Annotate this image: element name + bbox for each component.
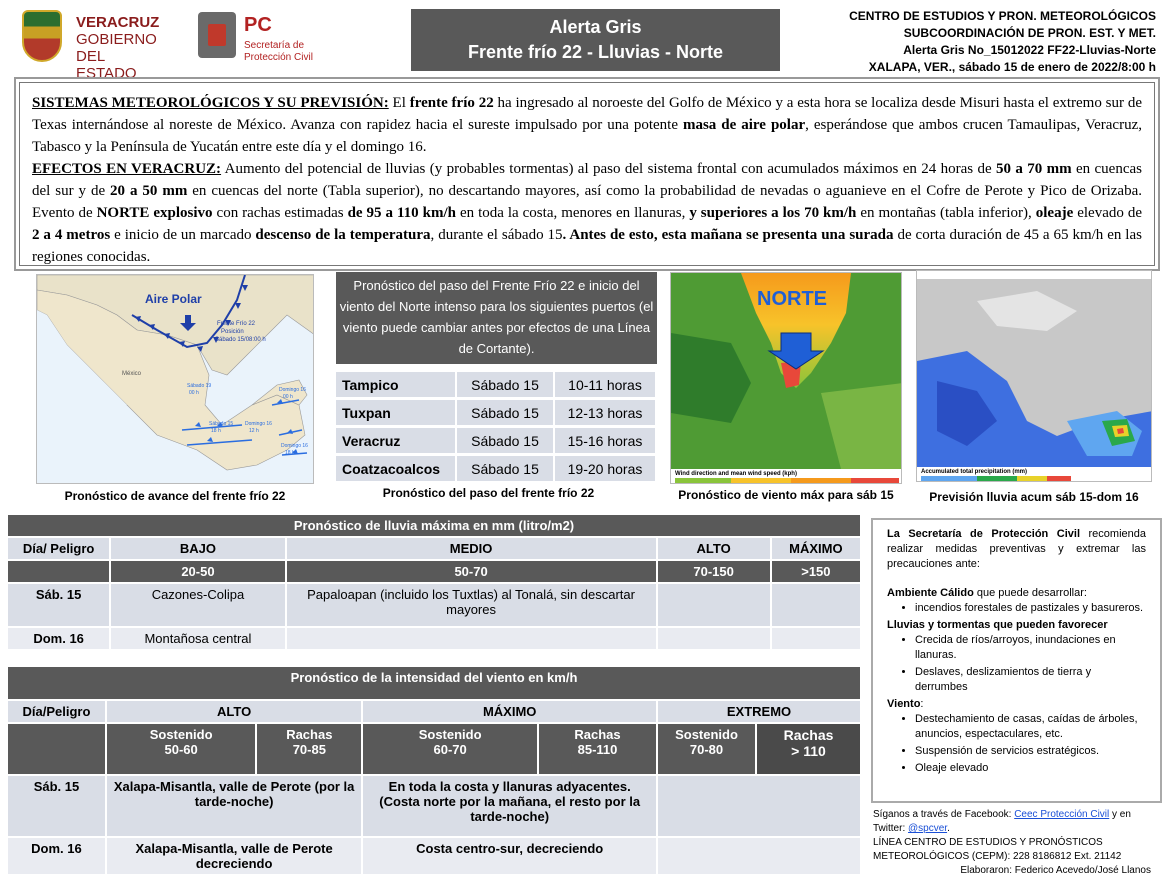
wind-sub-ext-sost: Sostenido 70-80 xyxy=(658,724,755,774)
wind-row-maximo: En toda la costa y llanuras adyacentes. (Costa norte por la mañana, el resto por la tarde-noche) xyxy=(363,776,656,836)
wind-row-extremo xyxy=(658,838,860,874)
veracruz-government-logo xyxy=(20,6,160,82)
port-hours: 15-16 horas xyxy=(555,428,657,453)
list-item: • incendios forestales de pastizales y basureros. xyxy=(915,601,1146,616)
table-row xyxy=(8,628,860,649)
pc-logo-line2: Protección Civil xyxy=(244,52,313,63)
list-item: • Suspensión de servicios estratégicos. xyxy=(915,744,1146,759)
list-item: • Deslaves, deslizamientos de tierra y derrumbes xyxy=(915,665,1146,695)
veracruz-shield-icon xyxy=(22,10,62,62)
wind-sub-alto-rach: Rachas 70-85 xyxy=(257,724,361,774)
list-item: • Oleaje elevado xyxy=(915,761,1146,776)
wind-col-maximo: MÁXIMO xyxy=(363,701,656,722)
alert-title xyxy=(411,9,780,71)
wind-col-alto: ALTO xyxy=(107,701,361,722)
rain-row-medio xyxy=(287,628,656,649)
port-name: Veracruz xyxy=(336,428,457,453)
front-time-label-2: Domingo 16 xyxy=(279,387,306,393)
table-row xyxy=(8,838,860,874)
footer-social: Síganos a través de Facebook: Ceec Protección Civil y en Twitter: @spcver. xyxy=(873,809,1131,834)
gov-logo-line1: VERACRUZ xyxy=(76,14,160,31)
footer-contact: LÍNEA CENTRO DE ESTUDIOS Y PRONÓSTICOS METEOROLÓGICOS (CEPM): 228 8186812 Ext. 21142 xyxy=(873,837,1122,862)
port-day: Sábado 15 xyxy=(457,372,555,397)
rain-row-day: Sáb. 15 xyxy=(8,584,109,626)
alert-title-line1: Alerta Gris xyxy=(549,17,642,37)
port-name: Tampico xyxy=(336,372,457,397)
synopsis-paragraph-2: EFECTOS EN VERACRUZ: Aumento del potencial de lluvias (y probables tormentas) al paso del sistema frontal con acumulados máximos en 24 horas de 50 a 70 mm en cuencas del sur y de 20 a 50 mm en cuencas del norte (Tabla superior), no descartando mayores, así como la probabilidad de nevadas o aguanieve en el Cofre de Perote y Pico de Orizaba. Evento de NORTE explosivo con rachas estimadas de 95 a 110 km/h en toda la costa, menores en llanuras, y superiores a los 70 km/h en montañas (tabla inferior), oleaje elevado de 2 a 4 metros e inicio de un marcado descenso de la temperatura, durante el sábado 15. Antes de esto, esta mañana se presenta una surada de corta duración de 45 a 65 km/h en las regiones conocidas. xyxy=(32,161,1142,265)
country-label: México xyxy=(122,371,142,377)
table-row xyxy=(8,584,860,626)
front-position-label-2: Posición xyxy=(221,329,244,335)
front-advance-map-graphic xyxy=(37,275,314,484)
port-hours: 10-11 horas xyxy=(555,372,657,397)
front-time-label-4: Domingo 16 xyxy=(245,421,272,427)
front-time-label-5: Domingo 16 xyxy=(281,443,308,449)
wind-row-day: Sáb. 15 xyxy=(8,776,105,836)
rain-row-bajo: Montañosa central xyxy=(111,628,284,649)
gov-logo-line3: DEL ESTADO xyxy=(76,48,137,82)
reco-lluvias-list xyxy=(887,633,1146,695)
precipitation-map-graphic xyxy=(917,271,1152,482)
port-day: Sábado 15 xyxy=(457,456,555,481)
front-time-label-3b: 18 h xyxy=(211,428,221,434)
agency-line3: Alerta Gris No_15012022 FF22-Lluvias-Norte xyxy=(903,43,1156,57)
pc-emblem-icon xyxy=(198,12,236,58)
precip-map-caption: Previsión lluvia acum sáb 15-dom 16 xyxy=(929,490,1139,504)
rain-row-alto xyxy=(658,584,770,626)
port-hours: 12-13 horas xyxy=(555,400,657,425)
reco-viento: Viento: xyxy=(887,698,924,710)
air-polar-label: Aire Polar xyxy=(145,292,202,306)
wind-legend-label: Wind direction and mean wind speed (kph) xyxy=(675,471,797,477)
gov-logo-line2: GOBIERNO xyxy=(76,31,157,48)
agency-line2: SUBCOORDINACIÓN DE PRON. EST. Y MET. xyxy=(903,26,1156,40)
rain-forecast-table xyxy=(6,513,862,651)
synopsis-heading-1: SISTEMAS METEOROLÓGICOS Y SU PREVISIÓN: xyxy=(32,95,389,111)
rain-col-bajo: BAJO xyxy=(111,538,284,559)
port-hours: 19-20 horas xyxy=(555,456,657,481)
front-advance-caption: Pronóstico de avance del frente frío 22 xyxy=(64,489,286,503)
wind-row-day: Dom. 16 xyxy=(8,838,105,874)
synopsis-box xyxy=(14,77,1160,271)
reco-lluvias-heading: Lluvias y tormentas que pueden favorecer xyxy=(887,619,1108,631)
rain-range-alto: 70-150 xyxy=(658,561,770,582)
reco-calido: Ambiente Cálido que puede desarrollar: xyxy=(887,587,1087,599)
front-time-label-2b: 00 h xyxy=(283,394,293,400)
precipitation-map xyxy=(916,270,1152,482)
wind-col-day: Día/Peligro xyxy=(8,701,105,722)
port-name: Coatzacoalcos xyxy=(336,456,457,481)
table-row xyxy=(8,776,860,836)
reco-intro: La Secretaría de Protección Civil recomienda realizar medidas preventivas y extremar las precauciones ante: xyxy=(887,528,1146,570)
twitter-link[interactable]: @spcver xyxy=(908,823,948,834)
rain-col-maximo: MÁXIMO xyxy=(772,538,860,559)
wind-row-extremo xyxy=(658,776,860,836)
table-row xyxy=(336,400,657,425)
port-day: Sábado 15 xyxy=(457,400,555,425)
wind-forecast-map-graphic xyxy=(671,273,902,484)
wind-sub-alto-sost: Sostenido 50-60 xyxy=(107,724,255,774)
recommendations-box xyxy=(871,518,1162,803)
wind-sub-max-sost: Sostenido 60-70 xyxy=(363,724,537,774)
reco-viento-list xyxy=(887,712,1146,776)
footer-authors: Elaboraron: Federico Acevedo/José Llanos xyxy=(960,865,1151,876)
wind-forecast-map xyxy=(670,272,902,484)
front-position-label-1: Frente Frío 22 xyxy=(217,321,256,327)
rain-row-maximo xyxy=(772,628,860,649)
port-day: Sábado 15 xyxy=(457,428,555,453)
rain-col-alto: ALTO xyxy=(658,538,770,559)
rain-range-medio: 50-70 xyxy=(287,561,656,582)
wind-table-title: Pronóstico de la intensidad del viento en km/h xyxy=(8,667,860,699)
front-time-label-5b: 18 h xyxy=(285,450,295,456)
wind-map-caption: Pronóstico de viento máx para sáb 15 xyxy=(678,488,894,502)
footer xyxy=(873,808,1163,878)
rain-row-day: Dom. 16 xyxy=(8,628,109,649)
wind-col-extremo: EXTREMO xyxy=(658,701,860,722)
synopsis-heading-2: EFECTOS EN VERACRUZ: xyxy=(32,161,222,177)
front-position-label-3: Sábado 15/08:00 h xyxy=(215,337,266,343)
wind-forecast-table xyxy=(6,665,862,876)
front-time-label-4b: 12 h xyxy=(249,428,259,434)
wind-sub-ext-rach: Rachas > 110 xyxy=(757,724,860,774)
wind-row-alto: Xalapa-Misantla, valle de Perote (por la tarde-noche) xyxy=(107,776,361,836)
rain-row-bajo: Cazones-Colipa xyxy=(111,584,284,626)
rain-col-day: Día/ Peligro xyxy=(8,538,109,559)
alert-title-line2: Frente frío 22 - Lluvias - Norte xyxy=(467,42,724,62)
port-name: Tuxpan xyxy=(336,400,457,425)
norte-label: NORTE xyxy=(757,288,827,310)
rain-table-title: Pronóstico de lluvia máxima en mm (litro/m2) xyxy=(8,515,860,536)
rain-range-maximo: >150 xyxy=(772,561,860,582)
wind-row-maximo: Costa centro-sur, decreciendo xyxy=(363,838,656,874)
agency-line4: XALAPA, VER., sábado 15 de enero de 2022/8:00 h xyxy=(868,60,1156,74)
rain-row-medio: Papaloapan (incluido los Tuxtlas) al Tonalá, sin descartar mayores xyxy=(287,584,656,626)
front-time-label-1: Sábado 19 xyxy=(187,383,212,389)
ports-table xyxy=(336,369,657,484)
ports-caption: Pronóstico del paso del frente frío 22 xyxy=(382,486,595,500)
rain-range-bajo: 20-50 xyxy=(111,561,284,582)
agency-block xyxy=(826,8,1156,76)
proteccion-civil-logo xyxy=(198,8,328,68)
agency-line1: CENTRO DE ESTUDIOS Y PRON. METEOROLÓGICOS xyxy=(849,9,1156,23)
rain-col-medio: MEDIO xyxy=(287,538,656,559)
table-row xyxy=(336,456,657,481)
front-advance-map xyxy=(36,274,314,484)
ports-heading: Pronóstico del paso del Frente Frío 22 e inicio del viento del Norte intenso para los siguientes puertos (el viento puede cambiar antes por efectos de una Línea de Cortante). xyxy=(336,272,657,364)
pc-logo-abbr: PC xyxy=(244,14,272,36)
rain-row-maximo xyxy=(772,584,860,626)
table-row xyxy=(336,428,657,453)
pc-logo-line1: Secretaría de xyxy=(244,40,305,51)
rain-row-alto xyxy=(658,628,770,649)
list-item: • Destechamiento de casas, caídas de árboles, anuncios, espectaculares, etc. xyxy=(915,712,1146,742)
list-item: • Crecida de ríos/arroyos, inundaciones en llanuras. xyxy=(915,633,1146,663)
reco-calido-list xyxy=(887,601,1146,616)
precip-legend-label: Accumulated total precipitation (mm) xyxy=(921,469,1028,475)
wind-sub-max-rach: Rachas 85-110 xyxy=(539,724,656,774)
wind-row-alto: Xalapa-Misantla, valle de Perote decreciendo xyxy=(107,838,361,874)
rain-range-blank xyxy=(8,561,109,582)
synopsis-paragraph-1: SISTEMAS METEOROLÓGICOS Y SU PREVISIÓN: El frente frío 22 ha ingresado al noroeste del Golfo de México y a esta hora se localiza desde Misuri hasta el extremo sur de Texas internándose al noreste de México. Avanza con rapidez hacia el sureste impulsado por una potente masa de aire polar, esperándose que ambos crucen Tamaulipas, Veracruz, Tabasco y la Península de Yucatán entre este día y el domingo 16. xyxy=(32,95,1142,155)
synopsis-text xyxy=(19,82,1155,266)
wind-sub-blank xyxy=(8,724,105,774)
facebook-link[interactable]: Ceec Protección Civil xyxy=(1014,809,1110,820)
front-time-label-1b: 00 h xyxy=(189,390,199,396)
table-row xyxy=(336,372,657,397)
front-time-label-3: Sábado 15 xyxy=(209,421,234,427)
